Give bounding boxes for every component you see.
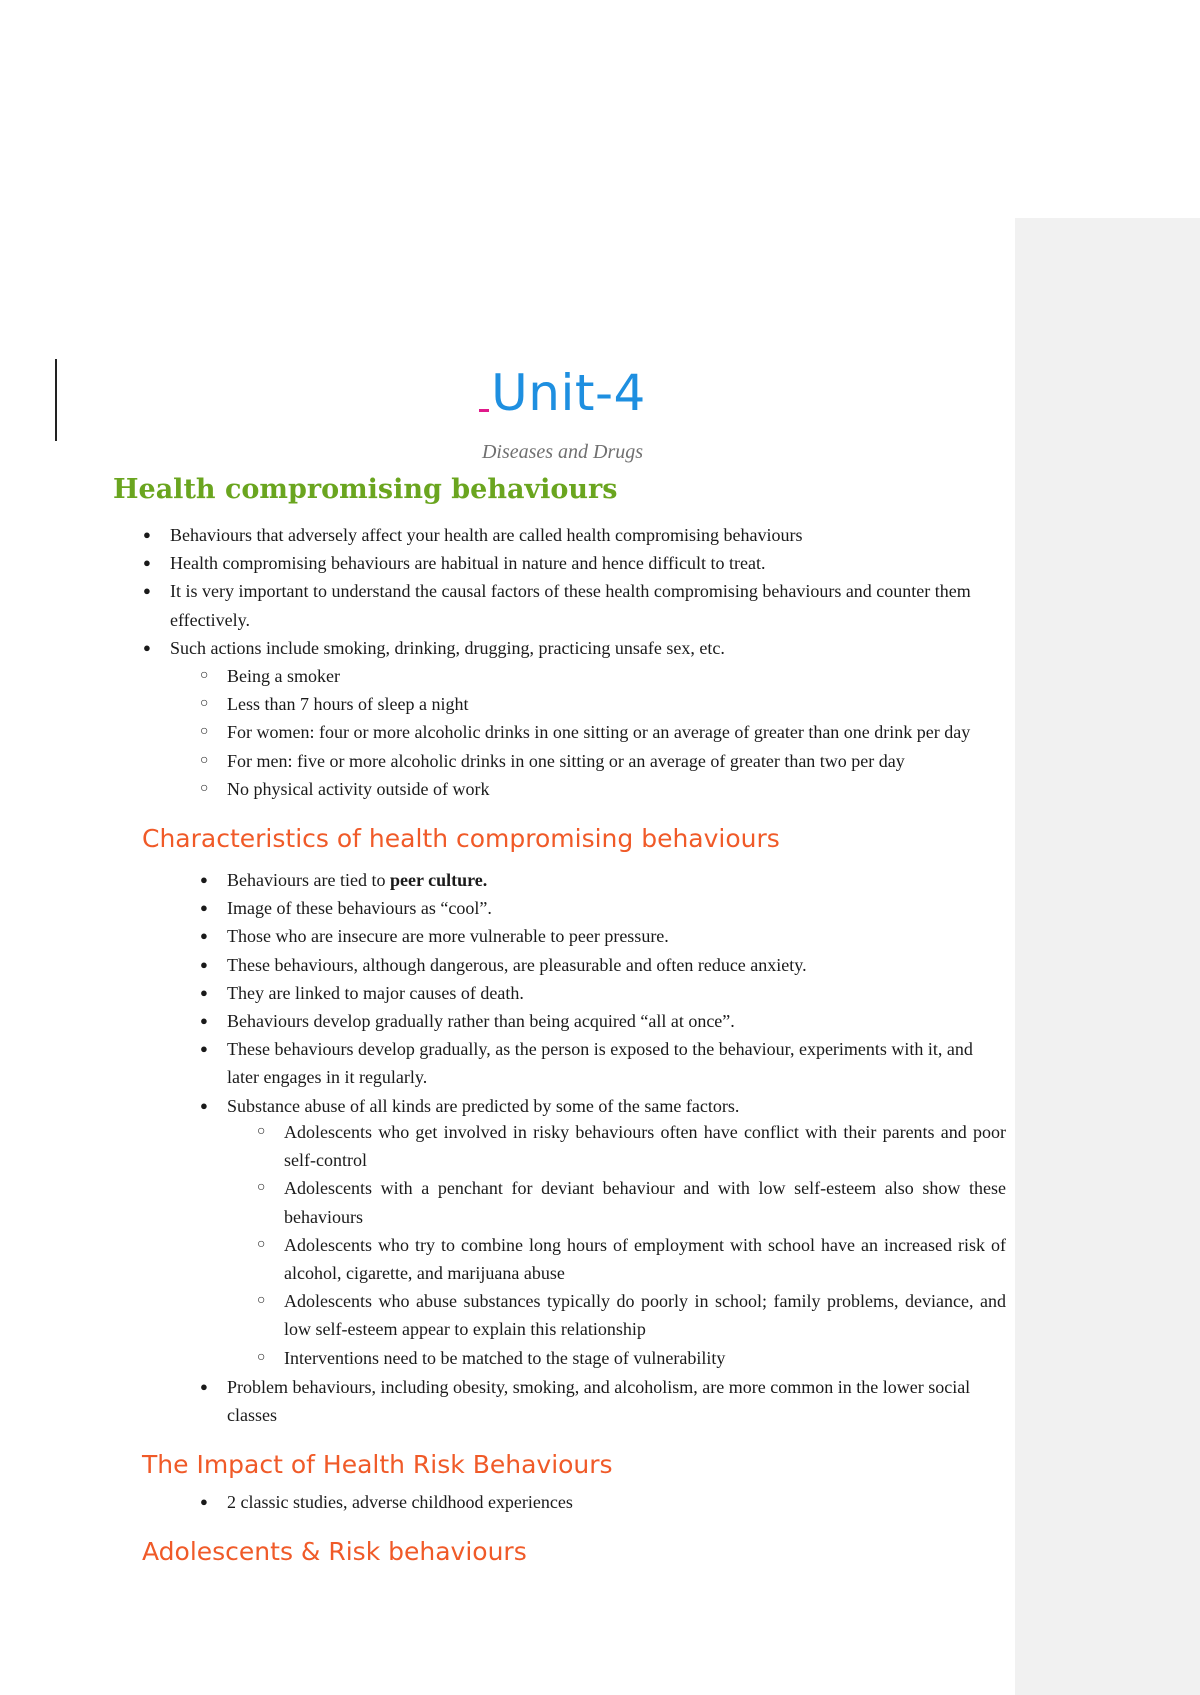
list-item [227, 662, 1017, 690]
list-item-text: For men: five or more alcoholic drinks in one sitting or an average of greater than two per day [227, 750, 905, 771]
section-heading-characteristics: Characteristics of health compromising behaviours [142, 824, 780, 853]
list-item [227, 775, 1017, 803]
list-item [284, 1174, 1006, 1230]
list-item-text: Such actions include smoking, drinking, drugging, practicing unsafe sex, etc. [170, 637, 725, 658]
list-item [170, 577, 1005, 633]
section-heading-impact: The Impact of Health Risk Behaviours [142, 1450, 613, 1479]
list-item [227, 747, 1017, 775]
list-item-text: Adolescents with a penchant for deviant behaviour and with low self-esteem also show these behaviours [284, 1178, 1006, 1227]
list-item-text: These behaviours develop gradually, as the person is exposed to the behaviour, experiments with it, and later engages in it regularly. [227, 1039, 973, 1088]
list-item-text: Less than 7 hours of sleep a night [227, 694, 469, 715]
list-item-text: Adolescents who abuse substances typically do poorly in school; family problems, deviance, and low self-esteem appear to explain this relationship [284, 1291, 1006, 1340]
list-item-text: 2 classic studies, adverse childhood experiences [227, 1492, 573, 1512]
section2-sub-bullet-list [284, 1118, 1006, 1372]
list-item-text: No physical activity outside of work [227, 778, 490, 799]
list-item [227, 951, 1007, 979]
section-heading-health-compromising: Health compromising behaviours [113, 474, 618, 505]
list-item-text: Problem behaviours, including obesity, smoking, and alcoholism, are more common in the lower social classes [227, 1377, 971, 1426]
list-item-text: These behaviours, although dangerous, are pleasurable and often reduce anxiety. [227, 954, 807, 975]
list-item-text: They are linked to major causes of death. [227, 982, 524, 1003]
list-item [170, 521, 1005, 549]
list-item-text: Image of these behaviours as “cool”. [227, 898, 492, 919]
list-item [227, 1488, 1007, 1516]
comment-margin-pane [1015, 218, 1200, 1695]
list-item-text: For women: four or more alcoholic drinks in one sitting or an average of greater than one drink per day [227, 722, 971, 743]
document-title-text: Unit-4 [491, 364, 646, 422]
list-item-text: Being a smoker [227, 666, 340, 686]
list-item [284, 1118, 1006, 1174]
section1-bullet-list [170, 521, 1005, 662]
list-item-text: Adolescents who get involved in risky behaviours often have conflict with their parents and poor self-control [284, 1122, 1006, 1171]
list-item [227, 866, 1007, 894]
section2-last-bullet-list [227, 1373, 1007, 1429]
list-item [170, 634, 1005, 662]
text-cursor-marker [479, 409, 489, 412]
section2-bullet-list [227, 866, 1007, 1120]
list-item-text: It is very important to understand the causal factors of these health compromising behaviours and counter them effectively. [170, 581, 971, 630]
list-item [227, 894, 1007, 922]
list-item [227, 1007, 1007, 1035]
document-subtitle: Diseases and Drugs [481, 441, 644, 463]
document-title [0, 362, 1125, 424]
list-item-text: Health compromising behaviours are habitual in nature and hence difficult to treat. [170, 553, 766, 574]
list-item [227, 979, 1007, 1007]
list-item [227, 718, 1017, 746]
list-item [170, 549, 1005, 577]
list-item [227, 1373, 1007, 1429]
list-item [284, 1231, 1006, 1287]
list-item-text: Those who are insecure are more vulnerable to peer pressure. [227, 926, 669, 947]
section-heading-adolescents: Adolescents & Risk behaviours [142, 1537, 527, 1566]
list-item-text: Behaviours are tied to [227, 870, 390, 890]
list-item-text: Substance abuse of all kinds are predicted by some of the same factors. [227, 1095, 740, 1116]
section3-bullet-list [227, 1488, 1007, 1516]
list-item [227, 922, 1007, 950]
list-item [227, 1092, 1007, 1120]
section1-sub-bullet-list [227, 662, 1017, 803]
list-item-text: Interventions need to be matched to the stage of vulnerability [284, 1347, 726, 1368]
list-item-text: Behaviours that adversely affect your health are called health compromising behaviours [170, 525, 803, 545]
list-item [227, 1035, 1007, 1091]
list-item [284, 1344, 1006, 1372]
list-item [227, 690, 1017, 718]
list-item-text: Behaviours develop gradually rather than being acquired “all at once”. [227, 1011, 735, 1032]
list-item-text: Adolescents who try to combine long hours of employment with school have an increased risk of alcohol, cigarette, and marijuana abuse [284, 1234, 1006, 1284]
list-item [284, 1287, 1006, 1343]
list-item-bold-text: peer culture. [389, 870, 488, 890]
